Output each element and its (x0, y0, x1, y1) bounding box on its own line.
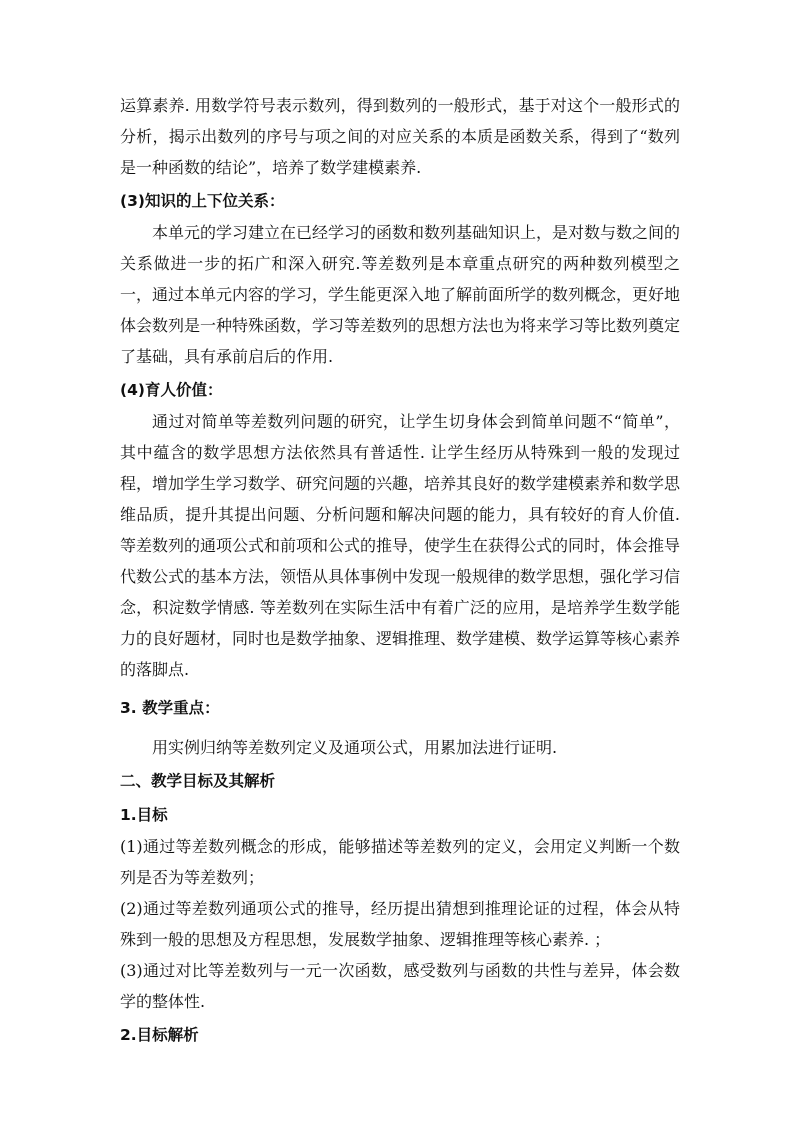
education-value-paragraph: 通过对简单等差数列问题的研究，让学生切身体会到简单问题不“简单”，其中蕴含的数学思想方法依然具有普适性. 让学生经历从特殊到一般的发现过程，增加学生学习数学、研究问题的兴趣，培养其良好的数学建模素养和数学思维品质，提升其提出问题、分析问题和解决问题的能力，具有较好的育人价值. 等差数列的通项公式和前项和公式的推导，使学生在获得公式的同时，体会推导代数公式的基本方法，领悟从具体事例中发现一般规律的数学思想，强化学习信念，积淀数学情感. 等差数列在实际生活中有着广泛的应用，是培养学生数学能力的良好题材，同时也是数学抽象、逻辑推理、数学建模、数学运算等核心素养的落脚点. (120, 412, 681, 679)
knowledge-relation-paragraph: 本单元的学习建立在已经学习的函数和数列基础知识上，是对数与数之间的关系做进一步的拓广和深入研究.等差数列是本章重点研究的两种数列模型之一，通过本单元内容的学习，学生能更深入地了解前面所学的数列概念，更好地体会数列是一种特殊函数，学习等差数列的思想方法也为将来学习等比数列奠定了基础，具有承前启后的作用. (120, 223, 681, 366)
goal-item-3: (3)通过对比等差数列与一元一次函数，感受数列与函数的共性与差异，体会数学的整体性. (120, 961, 680, 1011)
heading-goals: 1.目标 (120, 806, 168, 824)
heading-knowledge-relation: (3)知识的上下位关系： (120, 192, 285, 210)
heading-education-value: (4)育人价值： (120, 381, 223, 399)
goal-item-1: (1)通过等差数列概念的形成，能够描述等差数列的定义，会用定义判断一个数列是否为等差数列； (120, 837, 680, 887)
teaching-key-points-paragraph: 用实例归纳等差数列定义及通项公式，用累加法进行证明. (152, 738, 558, 757)
heading-teaching-key-points: 3. 教学重点： (120, 699, 220, 717)
goal-item-2: (2)通过等差数列通项公式的推导，经历提出猜想到推理论证的过程，体会从特殊到一般的思想及方程思想，发展数学抽象、逻辑推理等核心素养. ； (120, 899, 680, 949)
intro-paragraph: 运算素养. 用数学符号表示数列，得到数列的一般形式，基于对这个一般形式的分析，揭示出数列的序号与项之间的对应关系的本质是函数关系，得到了“数列是一种函数的结论”，培养了数学建模素养. (120, 96, 680, 177)
heading-section-two: 二、教学目标及其解析 (120, 772, 276, 790)
document-page (120, 90, 680, 1051)
heading-goal-analysis: 2.目标解析 (120, 1026, 199, 1044)
